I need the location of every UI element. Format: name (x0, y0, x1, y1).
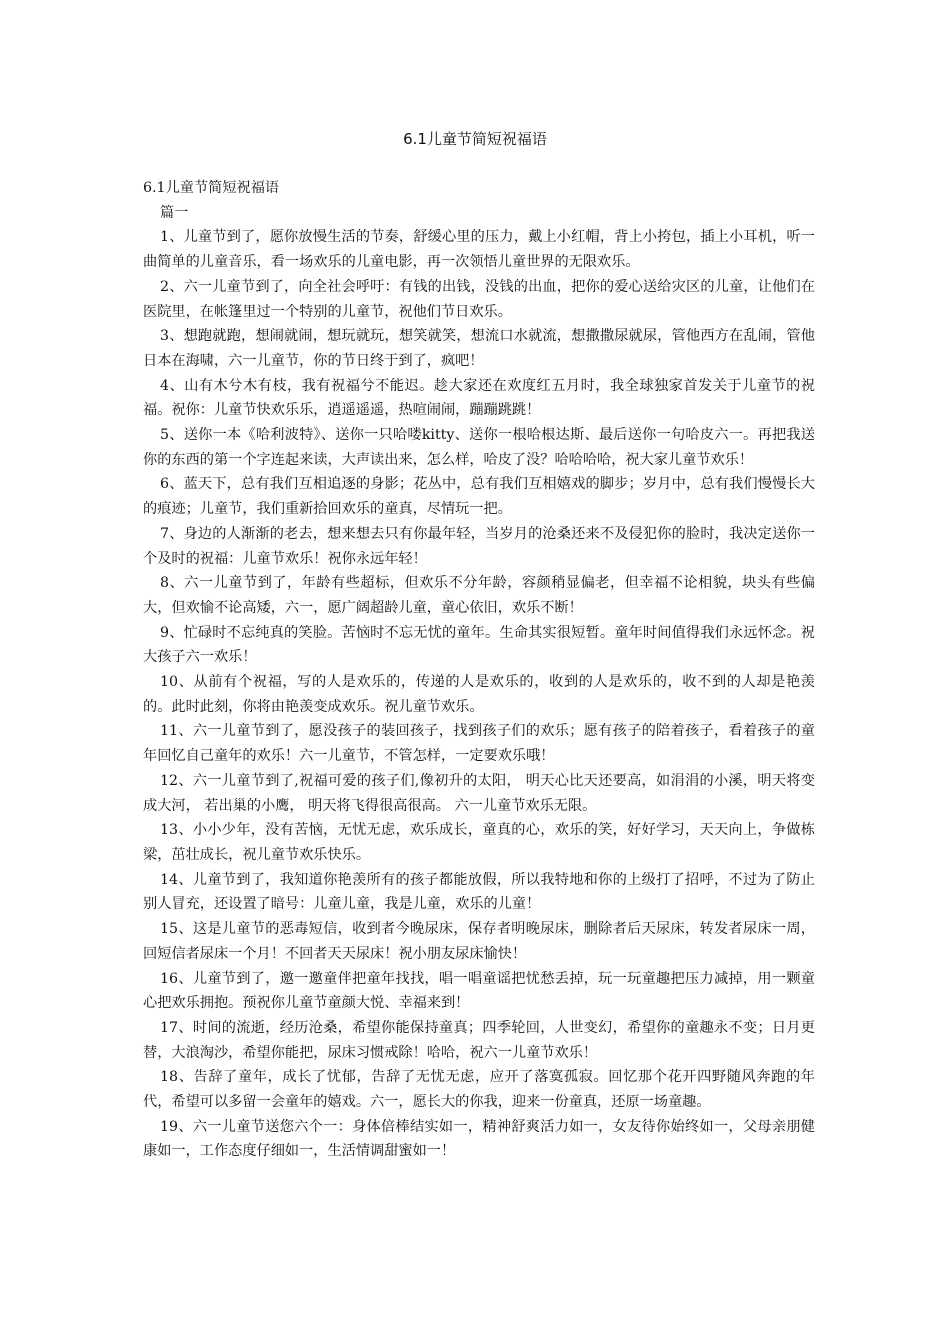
list-item: 13、小小少年，没有苦恼，无忧无虑，欢乐成长，童真的心，欢乐的笑，好好学习，天天向上，争做栋梁，茁壮成长，祝儿童节欢乐快乐。 (143, 822, 815, 863)
list-item: 9、忙碌时不忘纯真的笑脸。苦恼时不忘无忧的童年。生命其实很短暂。童年时间值得我们永远怀念。祝大孩子六一欢乐！ (143, 624, 815, 666)
list-item: 2、六一儿童节到了，向全社会呼吁：有钱的出钱，没钱的出血，把你的爱心送给灾区的儿童，让他们在医院里，在帐篷里过一个特别的儿童节，祝他们节日欢乐。 (143, 278, 815, 320)
list-item: 4、山有木兮木有枝，我有祝福兮不能迟。趁大家还在欢度红五月时，我全球独家首发关于儿童节的祝福。祝你：儿童节快欢乐乐，逍遥遥遥，热喧闹闹，蹦蹦跳跳！ (143, 377, 815, 419)
list-item: 1、儿童节到了，愿你放慢生活的节奏，舒缓心里的压力，戴上小红帽，背上小挎包，插上小耳机，听一曲简单的儿童音乐，看一场欢乐的儿童电影，再一次领悟儿童世界的无限欢乐。 (143, 229, 815, 271)
list-item: 8、六一儿童节到了，年龄有些超标，但欢乐不分年龄，容颜稍显偏老，但幸福不论相貌，块头有些偏大，但欢愉不论高矮，六一，愿广阔超龄儿童，童心依旧，欢乐不断！ (143, 575, 815, 616)
document-title: 6.1儿童节简短祝福语 (403, 130, 547, 148)
list-item: 15、这是儿童节的恶毒短信，收到者今晚尿床，保存者明晚尿床，删除者后天尿床，转发者尿床一周，回短信者尿床一个月！不回者天天尿床！祝小朋友尿床愉快！ (143, 921, 815, 962)
list-item: 16、儿童节到了，邀一邀童伴把童年找找，唱一唱童谣把忧愁丢掉，玩一玩童趣把压力减掉，用一颗童心把欢乐拥抱。预祝你儿童节童颜大悦、幸福来到！ (143, 970, 815, 1012)
list-item: 19、六一儿童节送您六个一：身体倍棒结实如一，精神舒爽活力如一，女友待你始终如一，父母亲朋健康如一，工作态度仔细如一，生活情调甜蜜如一！ (143, 1118, 815, 1160)
document-subtitle: 6.1儿童节简短祝福语 (143, 180, 280, 196)
list-item: 11、六一儿童节到了，愿没孩子的装回孩子，找到孩子们的欢乐；愿有孩子的陪着孩子，看着孩子的童年回忆自己童年的欢乐！六一儿童节，不管怎样，一定要欢乐哦！ (143, 723, 815, 765)
list-item: 14、儿童节到了，我知道你艳羡所有的孩子都能放假，所以我特地和你的上级打了招呼，不过为了防止别人冒充，还设置了暗号：儿童儿童，我是儿童，欢乐的儿童！ (143, 871, 815, 913)
list-item: 12、六一儿童节到了,祝福可爱的孩子们,像初升的太阳， 明天心比天还要高，如涓涓的小溪，明天将变成大河， 若出巢的小鹰， 明天将飞得很高很高。 六一儿童节欢乐无限。 (143, 772, 815, 814)
document-body (143, 176, 815, 1164)
list-item: 10、从前有个祝福，写的人是欢乐的，传递的人是欢乐的，收到的人是欢乐的，收不到的人却是艳羡的。此时此刻，你将由艳羡变成欢乐。祝儿童节欢乐。 (143, 674, 815, 715)
list-item: 5、送你一本《哈利波特》、送你一只哈喽kitty、送你一根哈根达斯、最后送你一句哈皮六一。再把我送你的东西的第一个字连起来读，大声读出来，怎么样，哈皮了没？哈哈哈哈，祝大家儿童节欢乐！ (143, 427, 815, 468)
list-item: 3、想跑就跑，想闹就闹，想玩就玩，想笑就笑，想流口水就流，想撒撒尿就尿，管他西方在乱闹，管他日本在海啸，六一儿童节，你的节日终于到了，疯吧！ (143, 328, 815, 369)
list-item: 7、身边的人渐渐的老去，想来想去只有你最年轻，当岁月的沧桑还来不及侵犯你的脸时，我决定送你一个及时的祝福：儿童节欢乐！祝你永远年轻！ (143, 525, 815, 567)
list-item: 17、时间的流逝，经历沧桑，希望你能保持童真；四季轮回，人世变幻，希望你的童趣永不变；日月更替，大浪淘沙，希望你能把，尿床习惯戒除！哈哈，祝六一儿童节欢乐！ (143, 1019, 815, 1061)
list-item: 6、蓝天下，总有我们互相追逐的身影；花丛中，总有我们互相嬉戏的脚步；岁月中，总有我们慢慢长大的痕迹；儿童节，我们重新拾回欢乐的童真，尽情玩一把。 (143, 476, 815, 518)
section-heading: 篇一 (160, 204, 189, 221)
list-item: 18、告辞了童年，成长了忧郁，告辞了无忧无虑，应开了落寞孤寂。回忆那个花开四野随风奔跑的年代，希望可以多留一会童年的嬉戏。六一，愿长大的你我，迎来一份童真，还原一场童趣。 (143, 1069, 815, 1111)
